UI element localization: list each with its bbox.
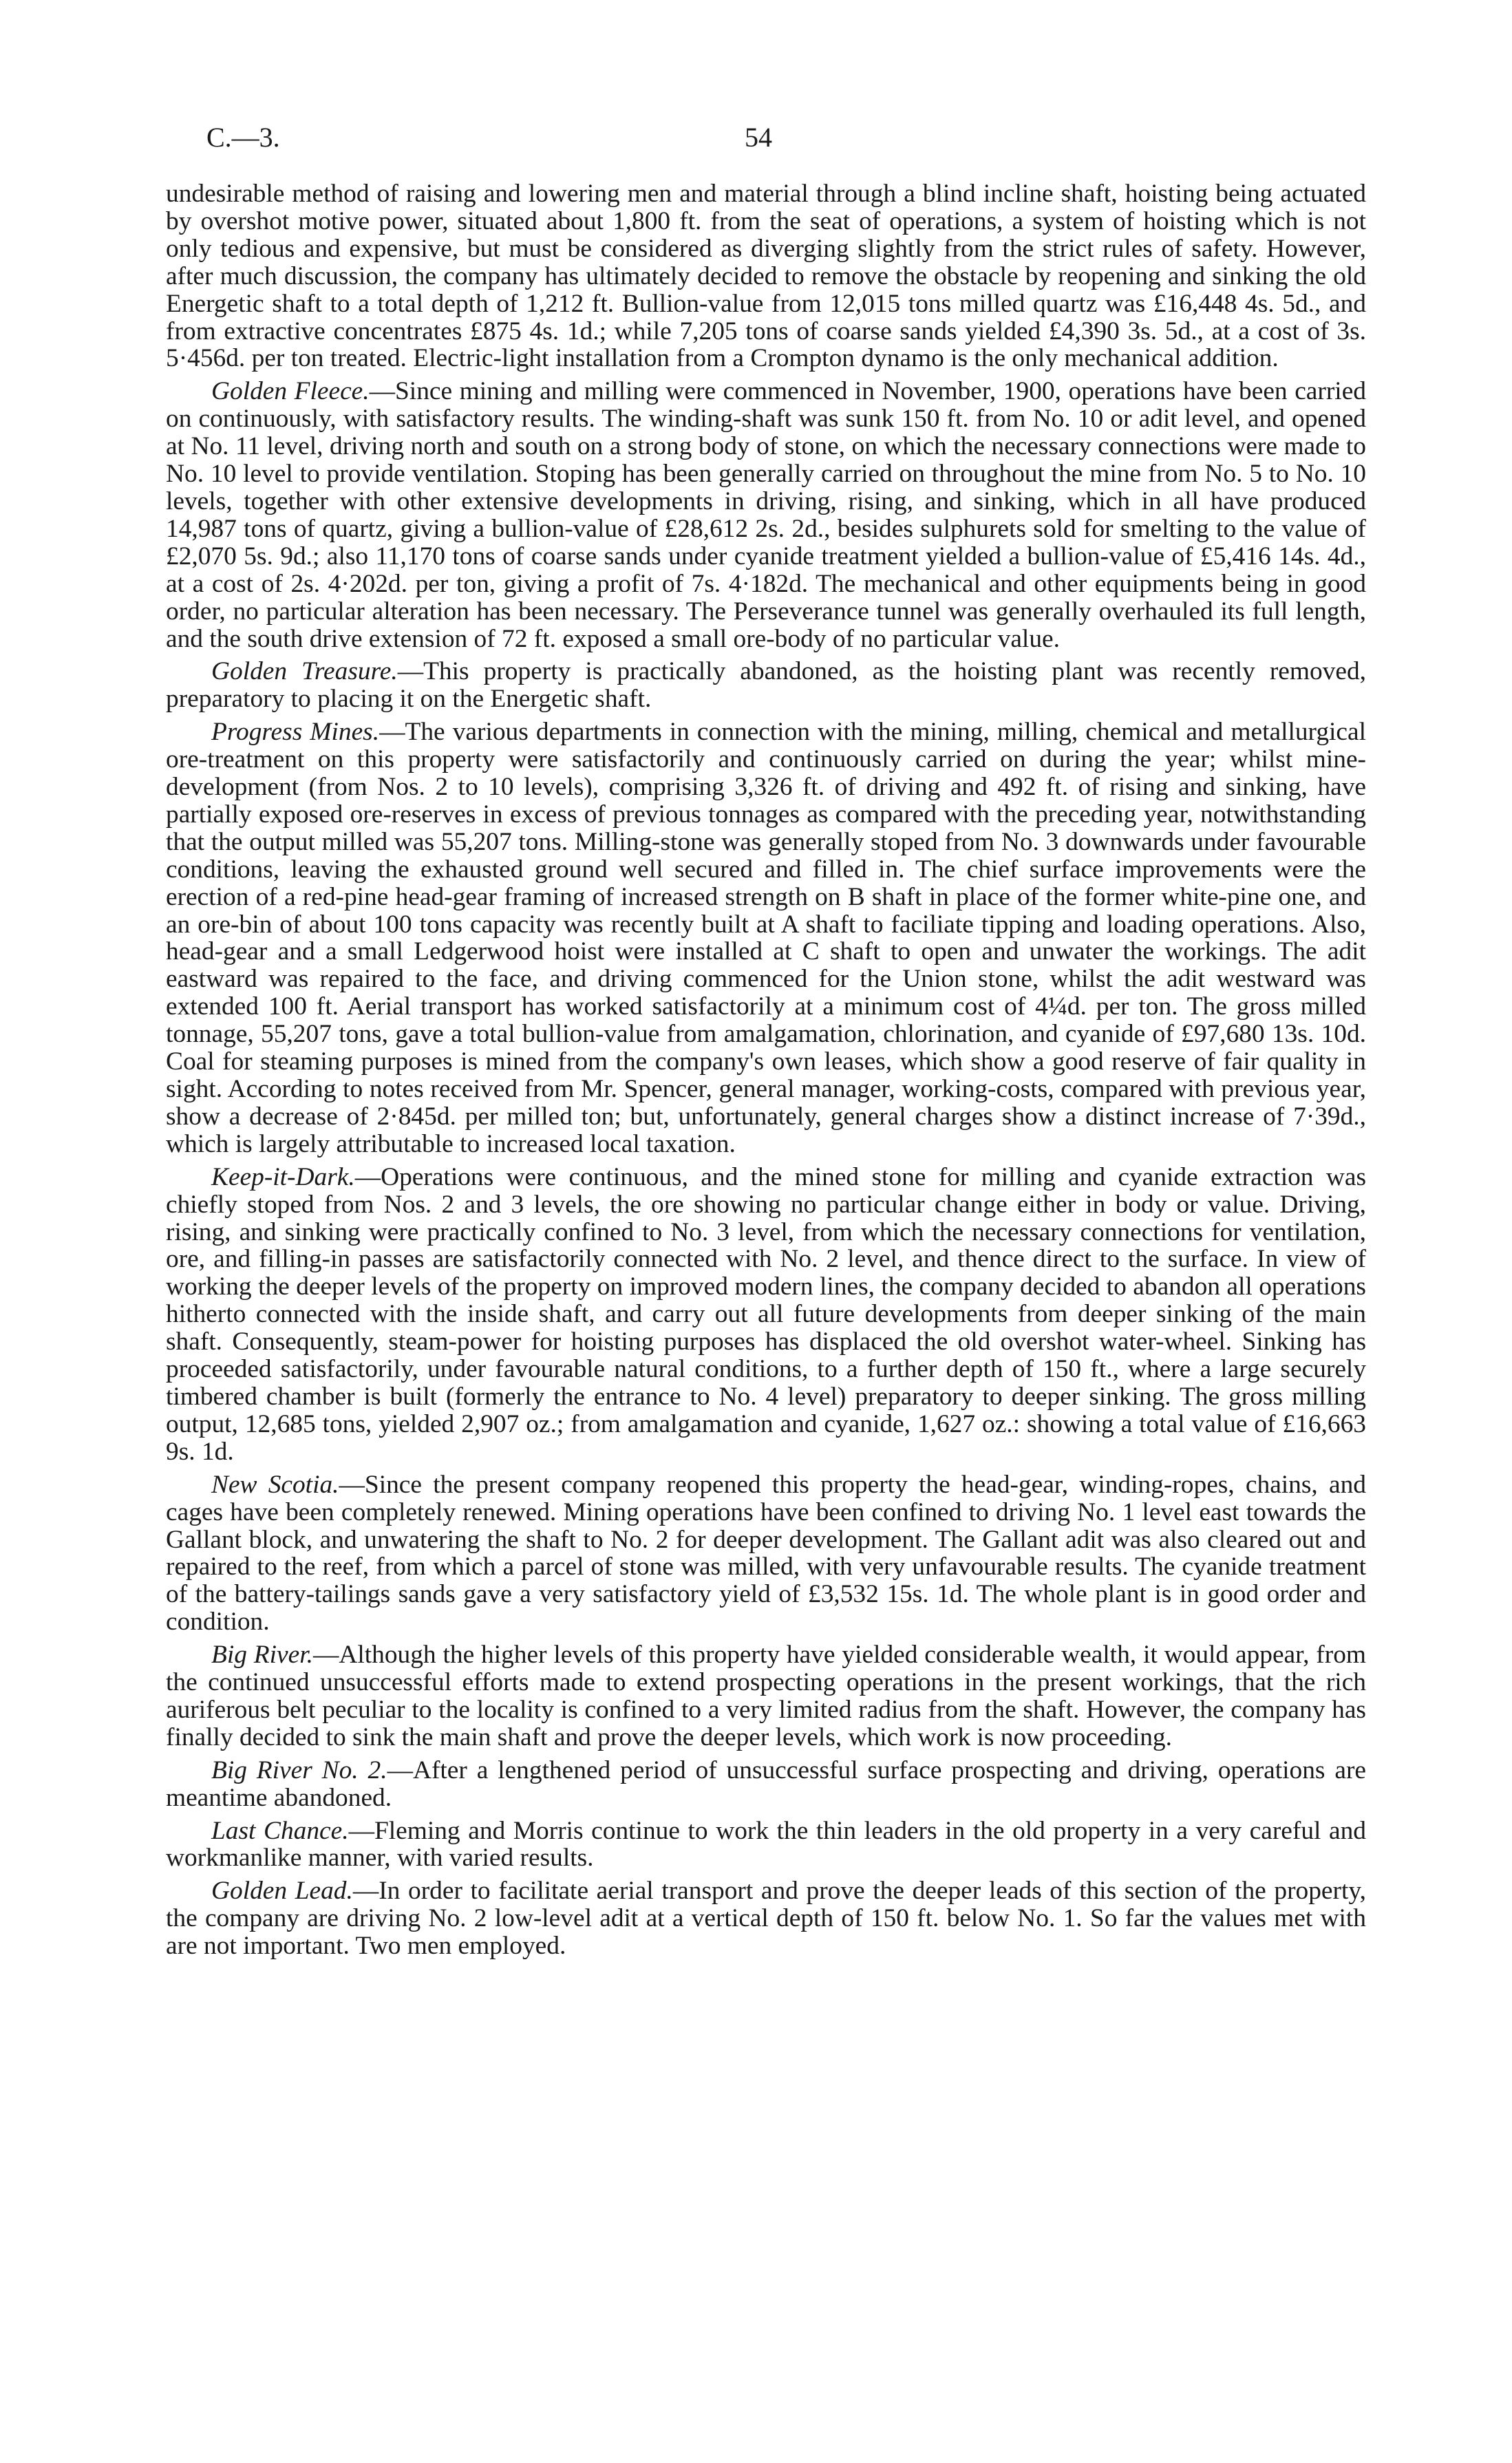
paragraph-continuation [166,180,1366,372]
paragraph-text: —Fleming and Morris continue to work the thin leaders in the old property in a very careful and workmanlike manner, with varied results. [166,1816,1366,1873]
paragraph-heading: Big River No. 2. [211,1756,387,1784]
paragraph-heading: Big River. [211,1641,313,1670]
paragraph-golden-lead [166,1877,1366,1960]
paragraph-heading: Progress Mines. [211,718,380,747]
body-text [166,180,1366,1965]
paragraph-text: undesirable method of raising and lowering men and material through a blind incline shaft, hoisting being actuated by overshot motive power, situated about 1,800 ft. from the seat of operations, a system of hoisting which is not only tedious and expensive, but must be considered as diverging slightly from the strict rules of safety. However, after much discussion, the company has ultimately decided to remove the obstacle by reopening and sinking the old Energetic shaft to a total depth of 1,212 ft. Bullion-value from 12,015 tons milled quartz was £16,448 4s. 5d., and from extractive concentrates £875 4s. 1d.; while 7,205 tons of coarse sands yielded £4,390 3s. 5d., at a cost of 3s. 5·456d. per ton treated. Electric-light installation from a Crompton dynamo is the only mechanical addition. [166,180,1366,373]
paragraph-golden-fleece [166,378,1366,652]
paragraph-heading: Last Chance. [211,1816,349,1845]
paragraph-keep-it-dark [166,1164,1366,1466]
paragraph-text: —Since the present company reopened this property the head-gear, winding-ropes, chains, and cages have been completely renewed. Mining operations have been confined to driving No. 1 level east towards the Gallant block, and unwatering the shaft to No. 2 for deeper development. The Gallant adit was also cleared out and repaired to the reef, from which a parcel of stone was milled, with very unfavourable results. The cyanide treatment of the battery-tailings sands gave a very satisfactory yield of £3,532 15s. 1d. The whole plant is in good order and condition. [166,1470,1366,1636]
paragraph-new-scotia [166,1471,1366,1636]
paragraph-text: —This property is practically abandoned, as the hoisting plant was recently removed, preparatory to placing it on the Energetic shaft. [166,657,1366,714]
paragraph-golden-treasure [166,658,1366,713]
paragraph-heading: Keep-it-Dark. [211,1162,355,1191]
paragraph-text: —After a lengthened period of unsuccessful surface prospecting and driving, operations are meantime abandoned. [166,1756,1366,1812]
paragraph-text: —Since mining and milling were commenced in November, 1900, operations have been carried on continuously, with satisfactory results. The winding-shaft was sunk 150 ft. from No. 10 or adit level, and opened at No. 11 level, driving north and south on a strong body of stone, on which the necessary connections were made to No. 10 level to provide ventilation. Stoping has been generally carried on throughout the mine from No. 5 to No. 10 levels, together with other extensive developments in driving, rising, and sinking, which in all have produced 14,987 tons of quartz, giving a bullion-value of £28,612 2s. 2d., besides sulphurets sold for smelting to the value of £2,070 5s. 9d.; also 11,170 tons of coarse sands under cyanide treatment yielded a bullion-value of £5,416 14s. 4d., at a cost of 2s. 4·202d. per ton, giving a profit of 7s. 4·182d. The mechanical and other equipments being in good order, no particular alteration has been necessary. The Perseverance tunnel was generally overhauled its full length, and the south drive extension of 72 ft. exposed a small ore-body of no particular value. [166,377,1366,653]
paragraph-text: —Although the higher levels of this property have yielded considerable wealth, it would appear, from the continued unsuccessful efforts made to extend prospecting operations in the present workings, that the rich auriferous belt peculiar to the locality is confined to a very limited radius from the shaft. However, the company has finally decided to sink the main shaft and prove the deeper levels, which work is now proceeding. [166,1641,1366,1751]
paragraph-text: —In order to facilitate aerial transport and prove the deeper leads of this section of the property, the company are driving No. 2 low-level adit at a vertical depth of 150 ft. below No. 1. So far the values met with are not important. Two men employed. [166,1877,1366,1961]
paragraph-heading: New Scotia. [211,1470,339,1499]
paragraph-last-chance [166,1817,1366,1873]
paragraph-text: —The various departments in connection with the mining, milling, chemical and metallurgical ore-treatment on this property were satisfactorily and continuously carried on during the year; whilst mine-development (from Nos. 2 to 10 levels), comprising 3,326 ft. of driving and 492 ft. of rising and sinking, have partially exposed ore-reserves in excess of previous tonnages as compared with the preceding year, notwithstanding that the output milled was 55,207 tons. Milling-stone was generally stoped from No. 3 downwards under favourable conditions, leaving the exhausted ground well secured and filled in. The chief surface improvements were the erection of a red-pine head-gear framing of increased strength on B shaft in place of the former white-pine one, and an ore-bin of about 100 tons capacity was recently built at A shaft to faciliate tipping and loading operations. Also, head-gear and a small Ledgerwood hoist were installed at C shaft to open and unwater the workings. The adit eastward was repaired to the face, and driving commenced for the Union stone, whilst the adit westward was extended 100 ft. Aerial transport has worked satisfactorily at a minimum cost of 4¼d. per ton. The gross milled tonnage, 55,207 tons, gave a total bullion-value from amalgamation, chlorination, and cyanide of £97,680 13s. 10d. Coal for steaming purposes is mined from the company's own leases, which show a good reserve of fair quality in sight. According to notes received from Mr. Spencer, general manager, working-costs, compared with previous year, show a decrease of 2·845d. per milled ton; but, unfortunately, general charges show a distinct increase of 7·39d., which is largely attributable to increased local taxation. [166,718,1367,1158]
document-reference: C.—3. [206,122,280,153]
paragraph-big-river-no-2 [166,1757,1366,1812]
paragraph-heading: Golden Lead. [211,1877,353,1906]
paragraph-heading: Golden Fleece. [211,377,370,406]
page-number: 54 [745,122,772,153]
page-header [165,121,1365,162]
paragraph-heading: Golden Treasure. [211,657,398,686]
paragraph-progress-mines [166,718,1366,1158]
paragraph-big-river [166,1641,1366,1751]
paragraph-text: —Operations were continuous, and the mined stone for milling and cyanide extraction was chiefly stoped from Nos. 2 and 3 levels, the ore showing no particular change either in body or value. Driving, rising, and sinking were practically confined to No. 3 level, from which the necessary connections for ventilation, ore, and filling-in passes are satisfactorily connected with No. 2 level, and thence direct to the surface. In view of working the deeper levels of the property on improved modern lines, the company decided to abandon all operations hitherto connected with the inside shaft, and carry out all future developments from deeper sinking of the main shaft. Consequently, steam-power for hoisting purposes has displaced the old overshot water-wheel. Sinking has proceeded satisfactorily, under favourable natural conditions, to a further depth of 150 ft., where a large securely timbered chamber is built (formerly the entrance to No. 4 level) preparatory to deeper sinking. The gross milling output, 12,685 tons, yielded 2,907 oz.; from amalgamation and cyanide, 1,627 oz.: showing a total value of £16,663 9s. 1d. [166,1162,1366,1466]
